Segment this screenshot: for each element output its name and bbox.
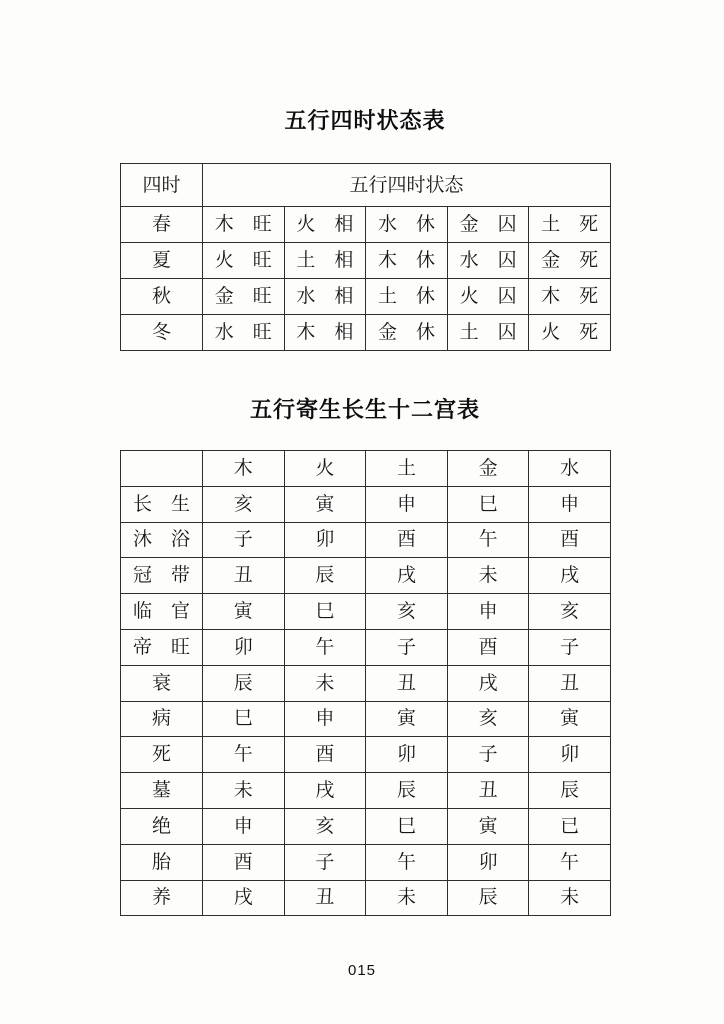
branch-cell: 未 <box>284 665 366 701</box>
branch-cell: 寅 <box>529 701 611 737</box>
branch-cell: 申 <box>529 486 611 522</box>
element-state-cell: 水 囚 <box>447 243 529 279</box>
branch-cell: 酉 <box>284 737 366 773</box>
branch-cell: 申 <box>447 594 529 630</box>
branch-cell: 丑 <box>447 773 529 809</box>
branch-cell: 巳 <box>366 808 448 844</box>
header-cell-element: 火 <box>284 451 366 487</box>
header-cell-state: 五行四时状态 <box>203 164 611 207</box>
element-state-cell: 火 相 <box>284 207 366 243</box>
header-cell-empty <box>121 451 203 487</box>
branch-cell: 酉 <box>447 629 529 665</box>
element-state-cell: 金 休 <box>366 315 448 351</box>
branch-cell: 戌 <box>447 665 529 701</box>
branch-cell: 子 <box>366 629 448 665</box>
stage-cell: 沐 浴 <box>121 522 203 558</box>
table-header-row <box>121 164 611 207</box>
stage-cell: 病 <box>121 701 203 737</box>
table-row <box>121 701 611 737</box>
table-row <box>121 665 611 701</box>
branch-cell: 申 <box>284 701 366 737</box>
branch-cell: 午 <box>284 629 366 665</box>
branch-cell: 午 <box>203 737 285 773</box>
element-state-cell: 土 休 <box>366 279 448 315</box>
branch-cell: 申 <box>203 808 285 844</box>
stage-cell: 死 <box>121 737 203 773</box>
branch-cell: 辰 <box>284 558 366 594</box>
branch-cell: 寅 <box>447 808 529 844</box>
header-cell-element: 土 <box>366 451 448 487</box>
branch-cell: 丑 <box>366 665 448 701</box>
branch-cell: 巳 <box>447 486 529 522</box>
header-cell-element: 水 <box>529 451 611 487</box>
branch-cell: 巳 <box>284 594 366 630</box>
branch-cell: 未 <box>366 880 448 916</box>
table-row <box>121 207 611 243</box>
element-state-cell: 木 死 <box>529 279 611 315</box>
branch-cell: 子 <box>447 737 529 773</box>
branch-cell: 申 <box>366 486 448 522</box>
element-state-cell: 土 相 <box>284 243 366 279</box>
branch-cell: 戌 <box>284 773 366 809</box>
element-state-cell: 金 囚 <box>447 207 529 243</box>
branch-cell: 寅 <box>203 594 285 630</box>
stage-cell: 冠 带 <box>121 558 203 594</box>
season-cell: 冬 <box>121 315 203 351</box>
element-state-cell: 水 休 <box>366 207 448 243</box>
table2-title: 五行寄生长生十二宫表 <box>249 397 480 422</box>
stage-cell: 胎 <box>121 844 203 880</box>
branch-cell: 酉 <box>366 522 448 558</box>
branch-cell: 辰 <box>203 665 285 701</box>
branch-cell: 已 <box>529 808 611 844</box>
branch-cell: 卯 <box>366 737 448 773</box>
branch-cell: 寅 <box>366 701 448 737</box>
element-state-cell: 水 旺 <box>203 315 285 351</box>
element-state-cell: 木 旺 <box>203 207 285 243</box>
branch-cell: 午 <box>447 522 529 558</box>
table-row <box>121 629 611 665</box>
element-state-cell: 火 旺 <box>203 243 285 279</box>
stage-cell: 长 生 <box>121 486 203 522</box>
branch-cell: 辰 <box>529 773 611 809</box>
branch-cell: 巳 <box>203 701 285 737</box>
stage-cell: 帝 旺 <box>121 629 203 665</box>
table-row <box>121 486 611 522</box>
branch-cell: 寅 <box>284 486 366 522</box>
table-row <box>121 880 611 916</box>
branch-cell: 戌 <box>366 558 448 594</box>
branch-cell: 亥 <box>284 808 366 844</box>
branch-cell: 亥 <box>447 701 529 737</box>
branch-cell: 酉 <box>529 522 611 558</box>
element-state-cell: 火 死 <box>529 315 611 351</box>
five-elements-four-seasons-table <box>120 163 611 351</box>
branch-cell: 戌 <box>529 558 611 594</box>
branch-cell: 亥 <box>203 486 285 522</box>
stage-cell: 绝 <box>121 808 203 844</box>
season-cell: 夏 <box>121 243 203 279</box>
branch-cell: 丑 <box>284 880 366 916</box>
element-state-cell: 土 囚 <box>447 315 529 351</box>
branch-cell: 辰 <box>447 880 529 916</box>
table1-title: 五行四时状态表 <box>284 108 446 133</box>
table-row <box>121 279 611 315</box>
twelve-life-stages-table <box>120 450 611 916</box>
branch-cell: 戌 <box>203 880 285 916</box>
stage-cell: 衰 <box>121 665 203 701</box>
table-row <box>121 558 611 594</box>
branch-cell: 亥 <box>529 594 611 630</box>
branch-cell: 未 <box>447 558 529 594</box>
stage-cell: 临 官 <box>121 594 203 630</box>
element-state-cell: 金 死 <box>529 243 611 279</box>
table-row <box>121 522 611 558</box>
branch-cell: 辰 <box>366 773 448 809</box>
page-number: 015 <box>347 962 377 979</box>
table-row <box>121 808 611 844</box>
branch-cell: 午 <box>366 844 448 880</box>
element-state-cell: 木 相 <box>284 315 366 351</box>
element-state-cell: 金 旺 <box>203 279 285 315</box>
table-row <box>121 773 611 809</box>
table-row <box>121 243 611 279</box>
branch-cell: 丑 <box>203 558 285 594</box>
season-cell: 春 <box>121 207 203 243</box>
header-cell-element: 木 <box>203 451 285 487</box>
season-cell: 秋 <box>121 279 203 315</box>
branch-cell: 酉 <box>203 844 285 880</box>
branch-cell: 卯 <box>284 522 366 558</box>
element-state-cell: 土 死 <box>529 207 611 243</box>
stage-cell: 墓 <box>121 773 203 809</box>
branch-cell: 丑 <box>529 665 611 701</box>
element-state-cell: 木 休 <box>366 243 448 279</box>
branch-cell: 午 <box>529 844 611 880</box>
table-row <box>121 594 611 630</box>
table-row <box>121 737 611 773</box>
element-state-cell: 火 囚 <box>447 279 529 315</box>
branch-cell: 亥 <box>366 594 448 630</box>
branch-cell: 子 <box>284 844 366 880</box>
branch-cell: 卯 <box>529 737 611 773</box>
table-row <box>121 844 611 880</box>
header-cell-element: 金 <box>447 451 529 487</box>
branch-cell: 卯 <box>203 629 285 665</box>
branch-cell: 未 <box>203 773 285 809</box>
header-cell-season: 四时 <box>121 164 203 207</box>
branch-cell: 未 <box>529 880 611 916</box>
branch-cell: 卯 <box>447 844 529 880</box>
branch-cell: 子 <box>529 629 611 665</box>
table-header-row <box>121 451 611 487</box>
element-state-cell: 水 相 <box>284 279 366 315</box>
branch-cell: 子 <box>203 522 285 558</box>
stage-cell: 养 <box>121 880 203 916</box>
table-row <box>121 315 611 351</box>
